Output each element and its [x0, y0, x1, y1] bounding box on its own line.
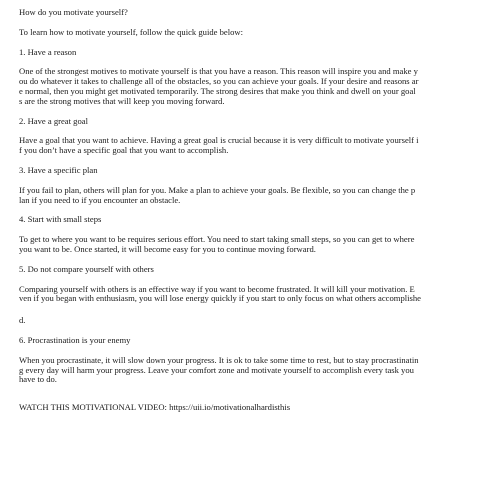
section-body-2: Have a goal that you want to achieve. Having a great goal is crucial because it is very difficult to motivate yourself i f you don’t have a specific goal that you want to accomplish. — [19, 135, 419, 156]
section-body-1: One of the strongest motives to motivate yourself is that you have a reason. This reason will inspire you and make y ou do whatever it takes to challenge all of the obstacles, so you can achieve your goals. If your desire and reasons ar e normal, then you might get motivated temporarily. The strong desires that make you think and dwell on your goal s are the strong motives that will keep you moving forward. — [19, 66, 419, 106]
section-heading-3: 3. Have a specific plan — [19, 164, 98, 175]
section-body-5: Comparing yourself with others is an effective way if you want to become frustrated. It will kill your motivation. E ven if you began with enthusiasm, you will lose energy quickly if you start to only focus on what others accomplishe — [19, 283, 422, 304]
document-page — [19, 8, 480, 423]
section-heading-4: 4. Start with small steps — [19, 214, 102, 225]
section-body-4: To get to where you want to be requires serious effort. You need to start taking small steps, so you can get to where you want to be. Once started, it will become easy for you to continue moving forward. — [19, 234, 415, 254]
intro-text: To learn how to motivate yourself, follow the quick guide below: — [19, 26, 243, 37]
section-heading-1: 1. Have a reason — [19, 46, 77, 57]
section-body-3: If you fail to plan, others will plan for you. Make a plan to achieve your goals. Be flexible, so you can change the p lan if you need to if you encounter an obstacle. — [19, 184, 416, 205]
section-body-5-tail: d. — [19, 315, 26, 326]
document-title: How do you motivate yourself? — [19, 7, 128, 17]
section-body-6: When you procrastinate, it will slow down your progress. It is ok to take some time to rest, but to stay procrastinatin g every day will harm your progress. Leave your comfort zone and motivate yourself to accomplish every task you have to do. — [19, 354, 419, 385]
section-heading-6: 6. Procrastination is your enemy — [19, 334, 131, 345]
video-cta-link[interactable]: WATCH THIS MOTIVATIONAL VIDEO: https://uii.io/motivationalhardisthis — [19, 402, 291, 413]
section-heading-5: 5. Do not compare yourself with others — [19, 263, 154, 274]
section-heading-2: 2. Have a great goal — [19, 115, 88, 126]
